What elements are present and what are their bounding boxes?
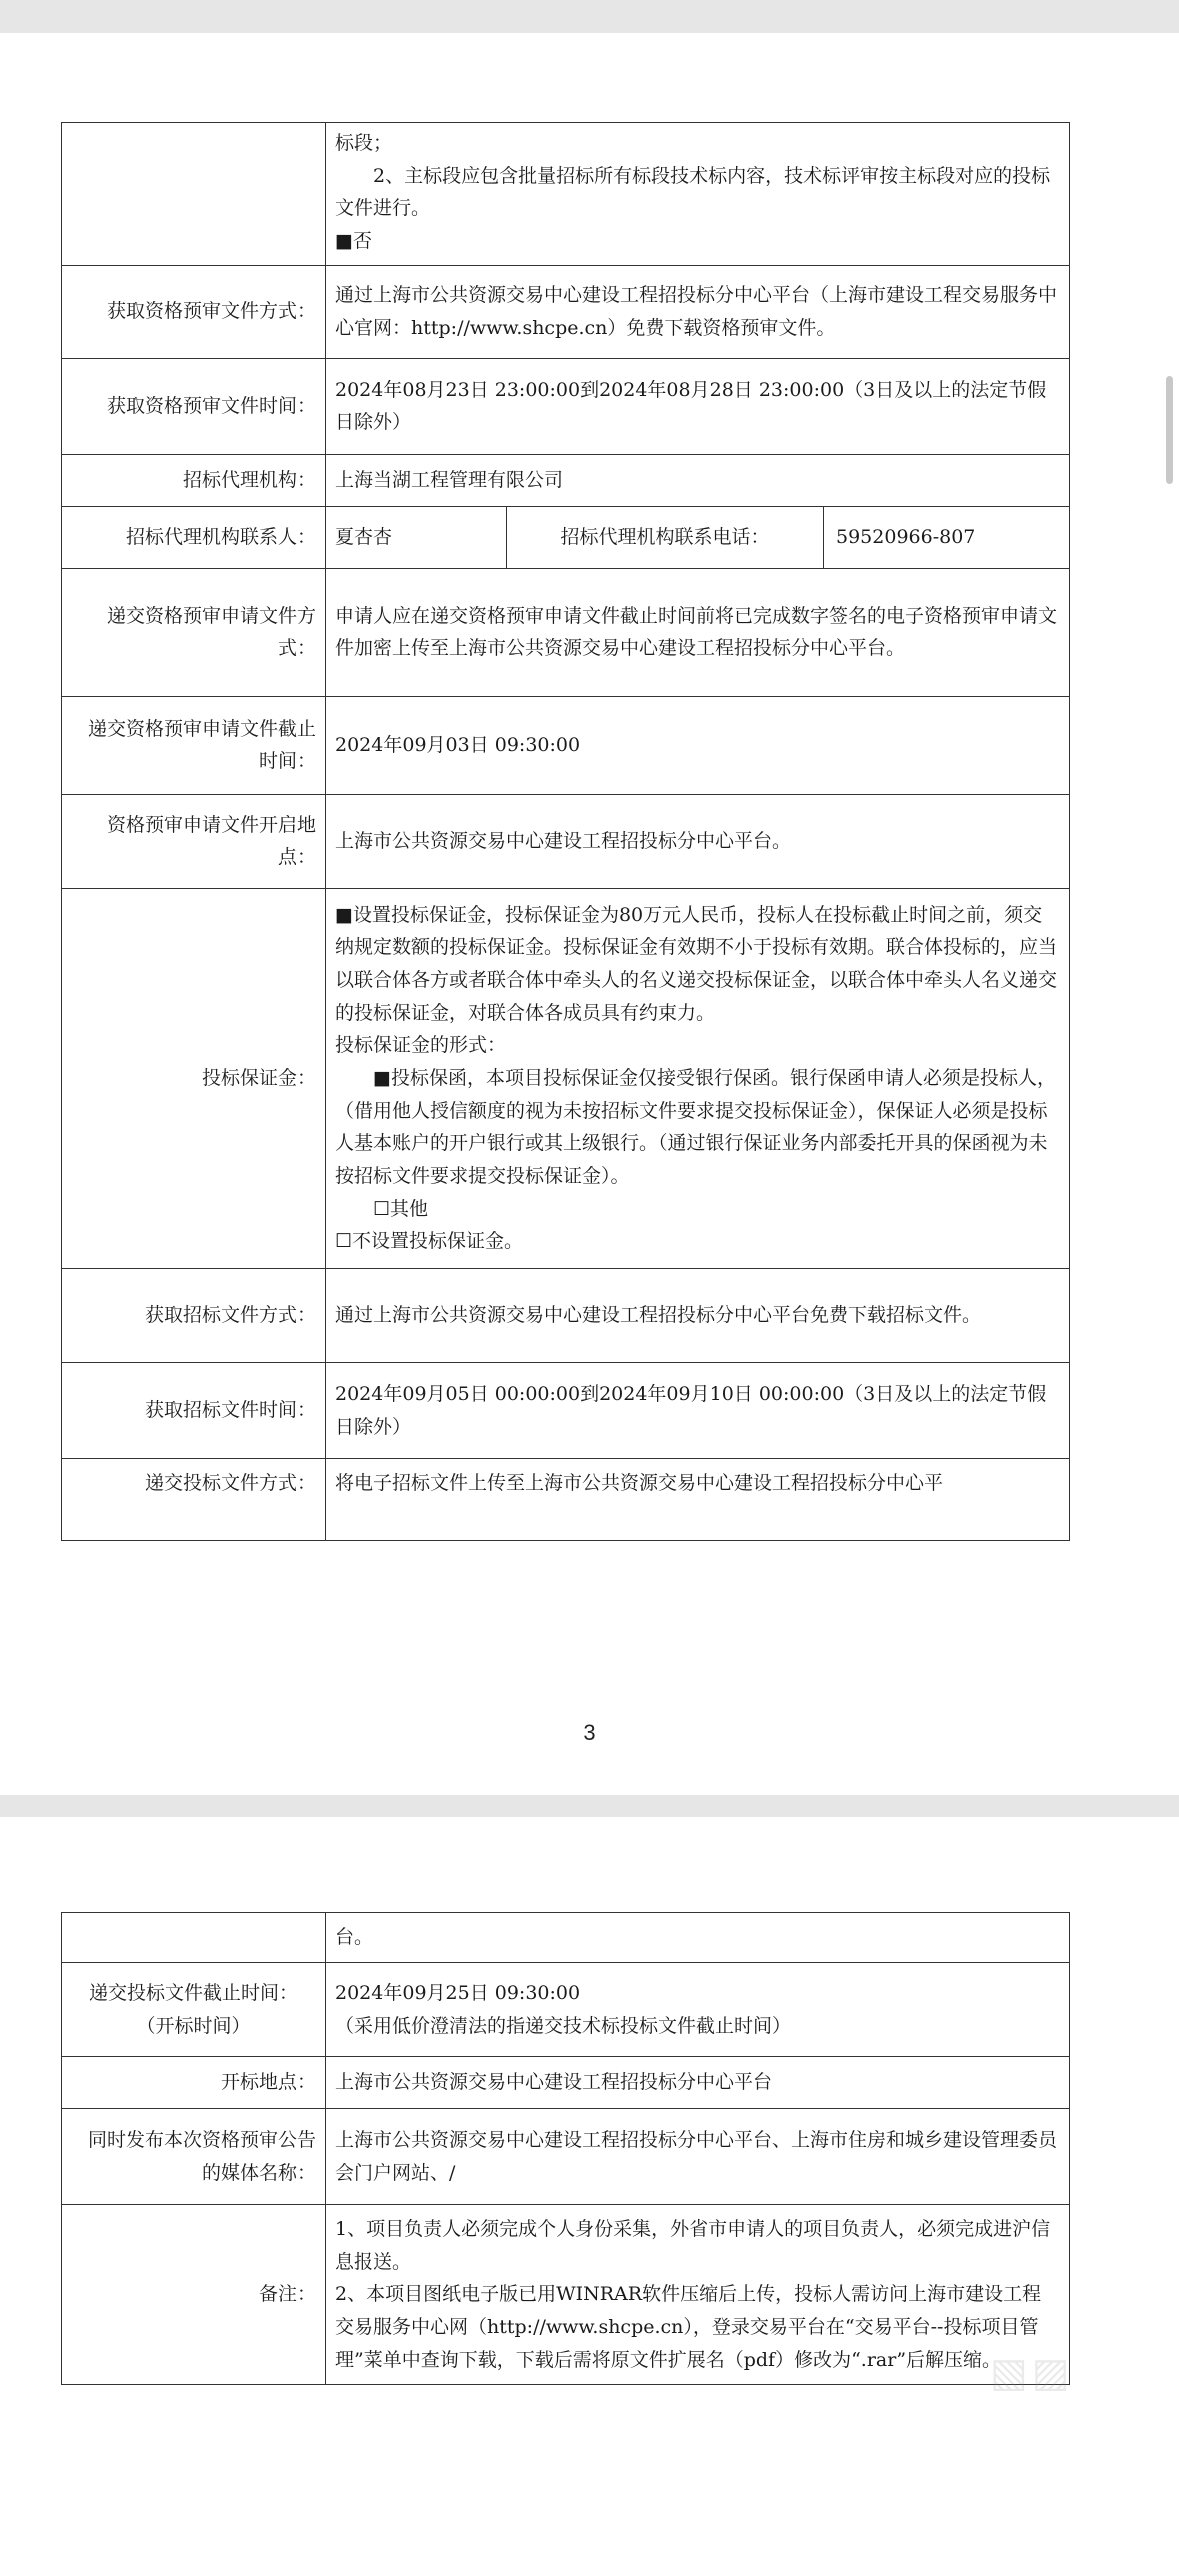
row-label: 投标保证金： <box>62 888 326 1268</box>
deadline-label <box>62 1963 326 2057</box>
scrollbar-thumb[interactable] <box>1166 376 1173 484</box>
bond-para: ■设置投标保证金，投标保证金为80万元人民币，投标人在投标截止时间之前，须交纳规定数额的投标保证金。投标保证金有效期不小于投标有效期。联合体投标的，应当以联合体各方或者联合体中牵头人的名义递交投标保证金，以联合体中牵头人名义递交的投标保证金，对联合体各成员具有约束力。 <box>335 903 1058 1024</box>
row-label: 获取资格预审文件方式： <box>62 265 326 358</box>
row-label: 开标地点： <box>62 2057 326 2109</box>
bond-para: 投标保证金的形式： <box>335 1034 507 1057</box>
table-row <box>62 2057 1070 2109</box>
remark-item: 2、本项目图纸电子版已用WINRAR软件压缩后上传，投标人需访问上海市建设工程交易服务中心网（http://www.shcpe.cn），登录交易平台在“交易平台--投标项目管理”菜单中查询下载，下载后需将原文件扩展名（pdf）修改为“.rar”后解压缩。 <box>335 2283 1042 2371</box>
table-row <box>62 123 1070 266</box>
page-separator-top <box>0 0 1179 33</box>
deadline-value <box>326 1963 1070 2057</box>
row-value: 上海市公共资源交易中心建设工程招投标分中心平台。 <box>326 794 1070 888</box>
row-value: 台。 <box>326 1913 1070 1963</box>
row-value: 上海市公共资源交易中心建设工程招投标分中心平台、上海市住房和城乡建设管理委员会门户网站、/ <box>326 2109 1070 2205</box>
table-row <box>62 1963 1070 2057</box>
bidding-section-cell <box>326 123 1070 266</box>
row-value: 2024年09月03日 09:30:00 <box>326 696 1070 794</box>
contact-person: 夏杏杏 <box>326 506 507 568</box>
remarks-cell <box>326 2205 1070 2385</box>
row-label: 获取资格预审文件时间： <box>62 358 326 454</box>
row-value: 上海市公共资源交易中心建设工程招投标分中心平台 <box>326 2057 1070 2109</box>
table-row <box>62 454 1070 506</box>
table-row <box>62 794 1070 888</box>
row-label: 递交资格预审申请文件方式： <box>62 568 326 696</box>
table-row <box>62 1363 1070 1459</box>
table-row <box>62 568 1070 696</box>
table-row <box>62 506 1070 568</box>
contact-phone: 59520966-807 <box>824 506 1070 568</box>
row-label: 备注： <box>62 2205 326 2385</box>
row-label: 递交资格预审申请文件截止时间： <box>62 696 326 794</box>
row-value: 通过上海市公共资源交易中心建设工程招投标分中心平台免费下载招标文件。 <box>326 1269 1070 1363</box>
announcement-table-page-4 <box>61 1912 1070 2385</box>
table-row <box>62 265 1070 358</box>
table-row <box>62 1459 1070 1541</box>
row-label: 招标代理机构： <box>62 454 326 506</box>
row-value: 上海当湖工程管理有限公司 <box>326 454 1070 506</box>
table-row <box>62 2205 1070 2385</box>
table-row <box>62 696 1070 794</box>
row-value: 2024年08月23日 23:00:00到2024年08月28日 23:00:00（3日及以上的法定节假日除外） <box>326 358 1070 454</box>
row-label: 获取招标文件时间： <box>62 1363 326 1459</box>
row-label-sub: （开标时间） <box>136 2014 251 2037</box>
table-row <box>62 358 1070 454</box>
row-value: 将电子招标文件上传至上海市公共资源交易中心建设工程招投标分中心平 <box>326 1459 1070 1541</box>
page-number: 3 <box>583 1720 596 1745</box>
deadline-time: 2024年09月25日 09:30:00 <box>335 1981 581 2004</box>
table-row <box>62 2109 1070 2205</box>
row-label: 同时发布本次资格预审公告的媒体名称： <box>62 2109 326 2205</box>
option-no: ■否 <box>335 230 372 253</box>
row-label: 招标代理机构联系人： <box>62 506 326 568</box>
bond-cell <box>326 888 1070 1268</box>
empty-label-cell <box>62 123 326 266</box>
row-label: 招标代理机构联系电话： <box>507 506 824 568</box>
option-no-bond: ☐不设置投标保证金。 <box>335 1230 524 1253</box>
row-label: 递交投标文件截止时间： <box>88 1981 298 2004</box>
announcement-table-page-3 <box>61 122 1070 1541</box>
table-row <box>62 1913 1070 1963</box>
deadline-note: （采用低价澄清法的指递交技术标投标文件截止时间） <box>335 2014 792 2037</box>
row-value: 2024年09月05日 00:00:00到2024年09月10日 00:00:00（3日及以上的法定节假日除外） <box>326 1363 1070 1459</box>
cell-text: 标段； <box>335 132 393 154</box>
empty-label-cell <box>62 1913 326 1963</box>
option-other: ☐其他 <box>373 1197 429 1220</box>
table-row <box>62 888 1070 1268</box>
watermark-icon: ▧▨ <box>990 2350 1074 2396</box>
table-row <box>62 1269 1070 1363</box>
bond-para: ■投标保函，本项目投标保证金仅接受银行保函。银行保函申请人必须是投标人，（借用他人授信额度的视为未按招标文件要求提交投标保证金），保保证人必须是投标人基本账户的开户银行或其上级银行。（通过银行保证业务内部委托开具的保函视为未按招标文件要求提交投标保证金）。 <box>335 1067 1056 1188</box>
row-label: 资格预审申请文件开启地点： <box>62 794 326 888</box>
row-label: 获取招标文件方式： <box>62 1269 326 1363</box>
remark-item: 1、项目负责人必须完成个人身份采集，外省市申请人的项目负责人，必须完成进沪信息报送。 <box>335 2218 1051 2273</box>
page-separator <box>0 1795 1179 1817</box>
cell-text: 2、主标段应包含批量招标所有标段技术标内容，技术标评审按主标段对应的投标文件进行。 <box>335 164 1051 220</box>
row-value: 申请人应在递交资格预审申请文件截止时间前将已完成数字签名的电子资格预审申请文件加密上传至上海市公共资源交易中心建设工程招投标分中心平台。 <box>326 568 1070 696</box>
row-label: 递交投标文件方式： <box>62 1459 326 1541</box>
row-value: 通过上海市公共资源交易中心建设工程招投标分中心平台（上海市建设工程交易服务中心官网：http://www.shcpe.cn）免费下载资格预审文件。 <box>326 265 1070 358</box>
